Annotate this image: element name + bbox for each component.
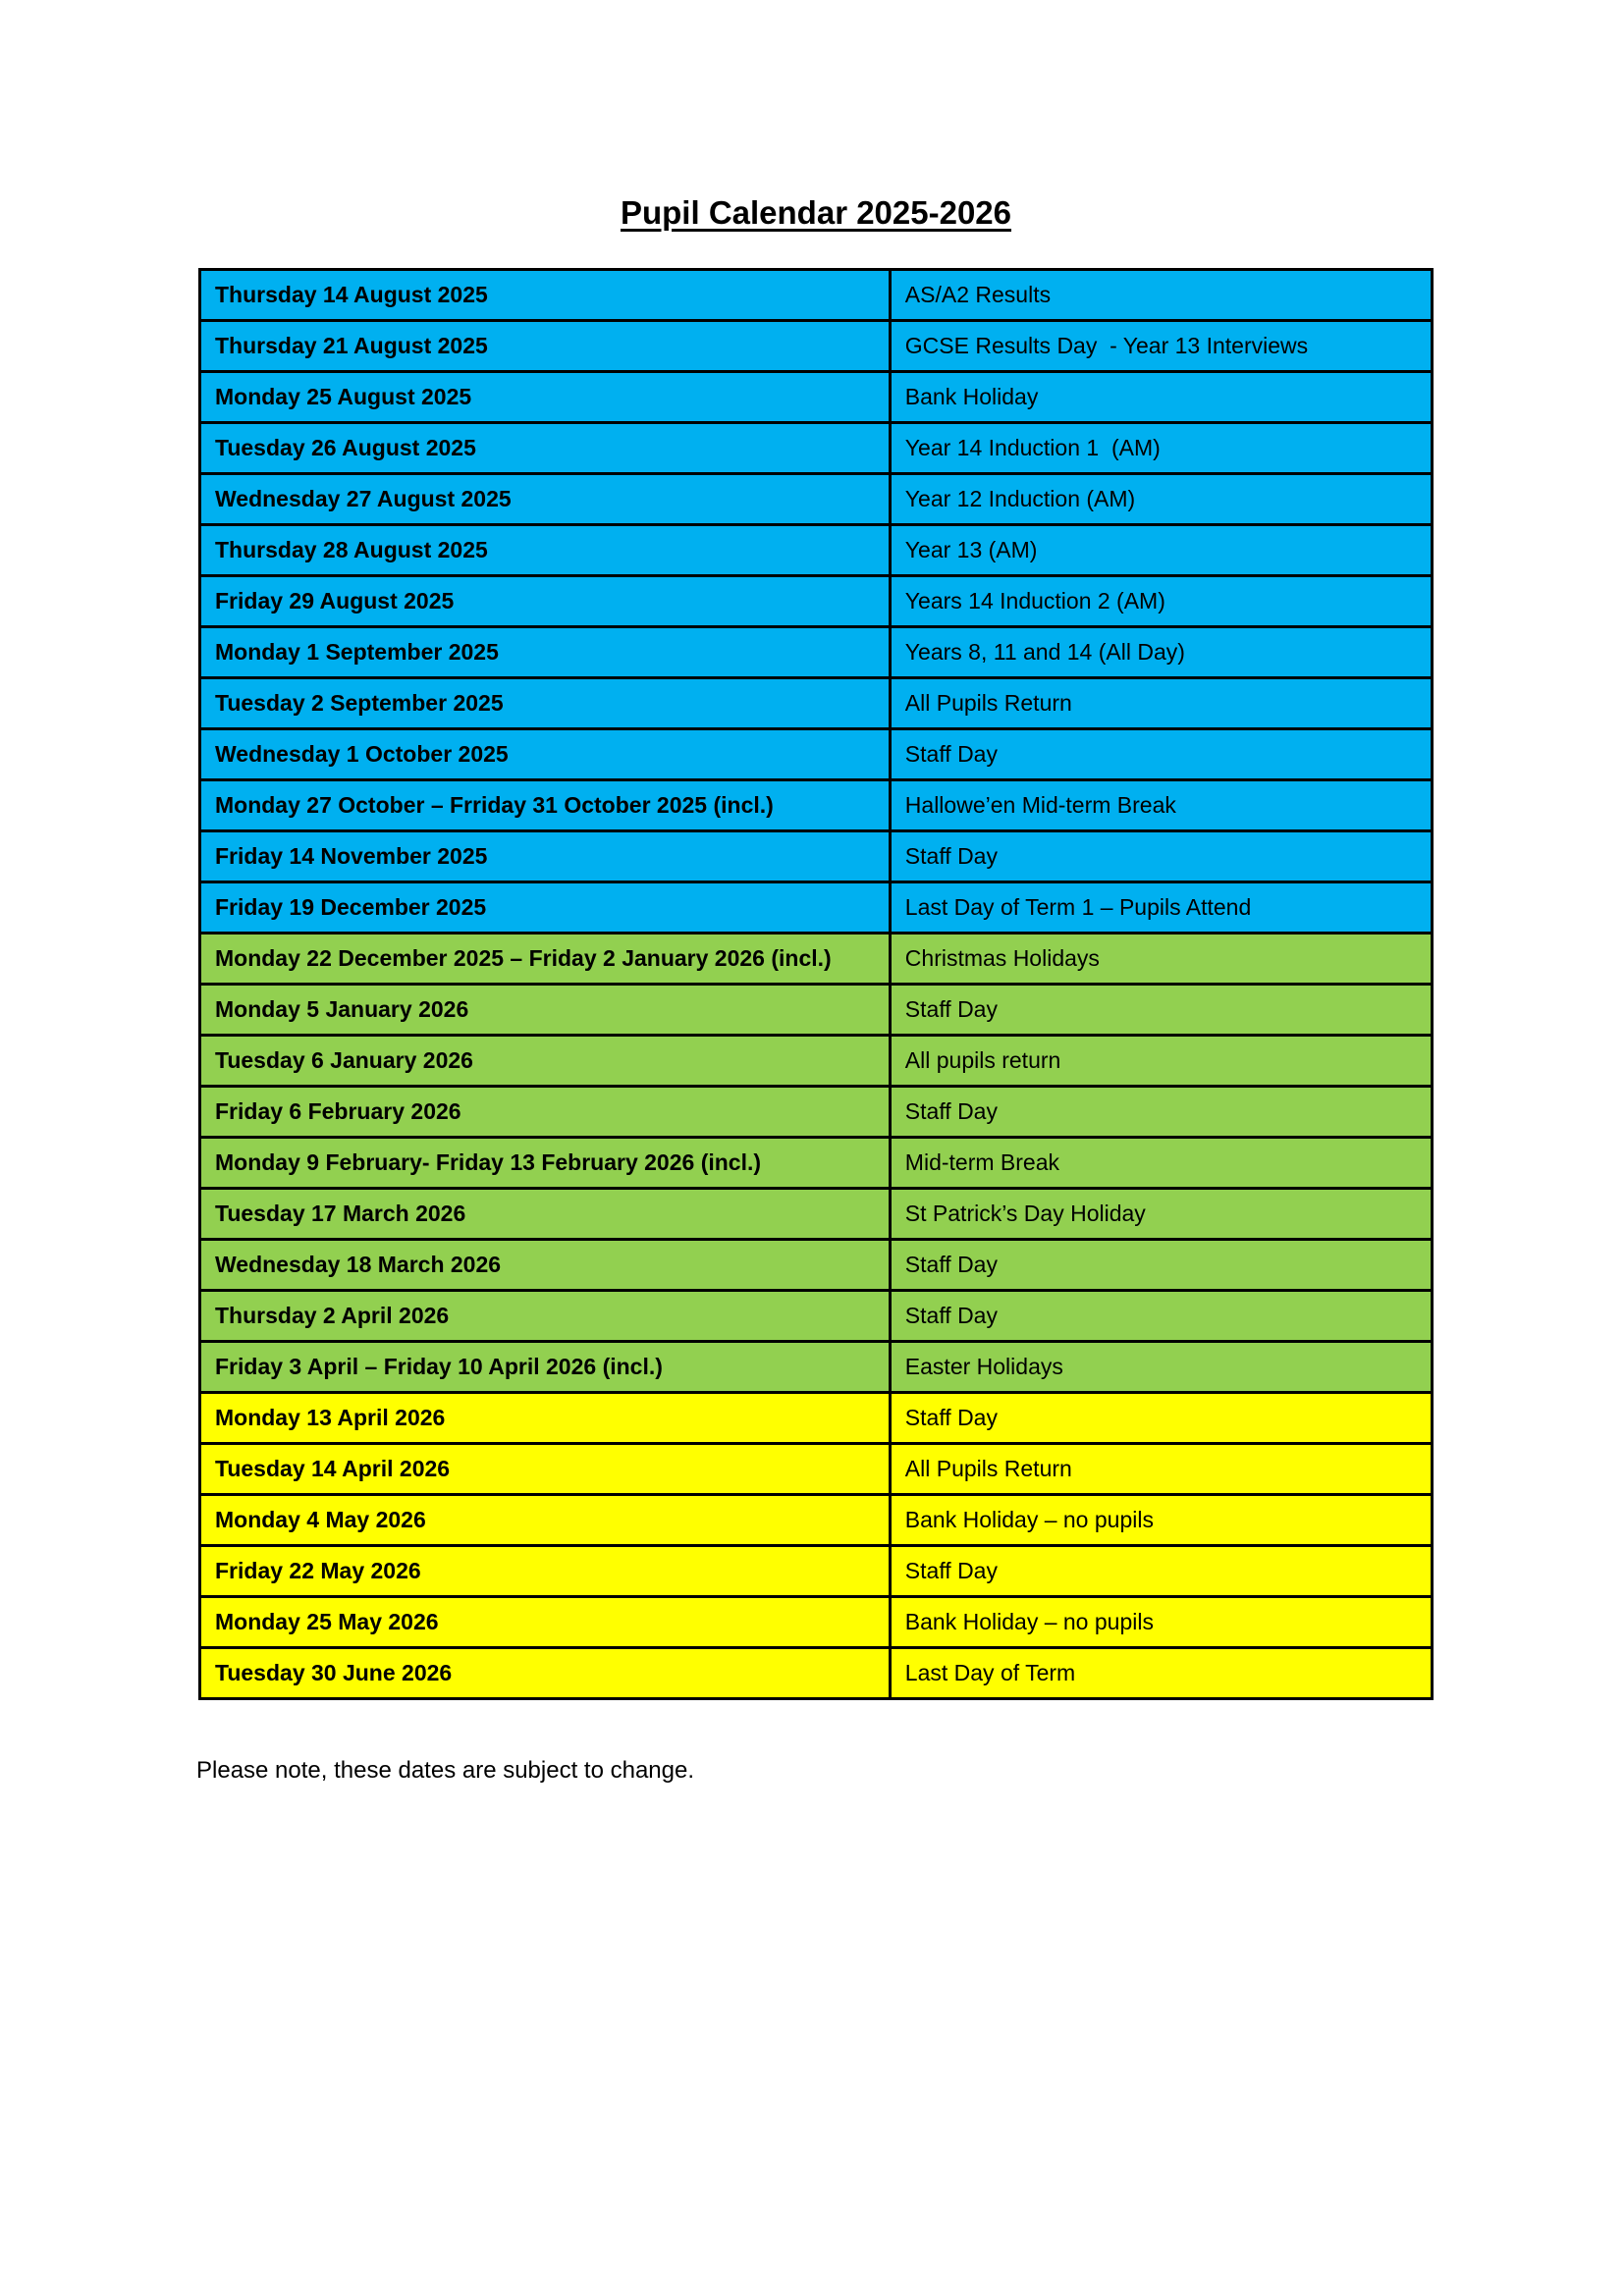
event-cell: Mid-term Break	[890, 1138, 1432, 1189]
event-cell: Christmas Holidays	[890, 934, 1432, 985]
table-row	[200, 1597, 1433, 1648]
table-row	[200, 1087, 1433, 1138]
table-row	[200, 1495, 1433, 1546]
calendar-table-body	[200, 270, 1433, 1699]
date-cell: Wednesday 18 March 2026	[200, 1240, 891, 1291]
event-cell: Staff Day	[890, 729, 1432, 780]
date-cell: Friday 19 December 2025	[200, 882, 891, 934]
date-cell: Monday 4 May 2026	[200, 1495, 891, 1546]
date-cell: Thursday 21 August 2025	[200, 321, 891, 372]
table-row	[200, 729, 1433, 780]
table-row	[200, 882, 1433, 934]
date-cell: Monday 25 August 2025	[200, 372, 891, 423]
event-cell: GCSE Results Day - Year 13 Interviews	[890, 321, 1432, 372]
event-cell: Staff Day	[890, 1291, 1432, 1342]
date-cell: Thursday 14 August 2025	[200, 270, 891, 321]
table-row	[200, 321, 1433, 372]
table-row	[200, 934, 1433, 985]
date-cell: Thursday 28 August 2025	[200, 525, 891, 576]
event-cell: Year 14 Induction 1 (AM)	[890, 423, 1432, 474]
table-row	[200, 1189, 1433, 1240]
event-cell: All Pupils Return	[890, 1444, 1432, 1495]
pupil-calendar-table	[198, 268, 1434, 1700]
date-cell: Tuesday 14 April 2026	[200, 1444, 891, 1495]
event-cell: Hallowe’en Mid-term Break	[890, 780, 1432, 831]
event-cell: Bank Holiday	[890, 372, 1432, 423]
date-cell: Friday 22 May 2026	[200, 1546, 891, 1597]
date-cell: Monday 25 May 2026	[200, 1597, 891, 1648]
event-cell: Staff Day	[890, 985, 1432, 1036]
date-cell: Tuesday 30 June 2026	[200, 1648, 891, 1699]
table-row	[200, 1036, 1433, 1087]
event-cell: All Pupils Return	[890, 678, 1432, 729]
table-row	[200, 474, 1433, 525]
table-row	[200, 270, 1433, 321]
table-row	[200, 780, 1433, 831]
event-cell: Staff Day	[890, 1546, 1432, 1597]
event-cell: St Patrick’s Day Holiday	[890, 1189, 1432, 1240]
table-row	[200, 627, 1433, 678]
table-row	[200, 678, 1433, 729]
event-cell: Years 8, 11 and 14 (All Day)	[890, 627, 1432, 678]
event-cell: Bank Holiday – no pupils	[890, 1597, 1432, 1648]
date-cell: Tuesday 2 September 2025	[200, 678, 891, 729]
date-cell: Friday 29 August 2025	[200, 576, 891, 627]
table-row	[200, 1342, 1433, 1393]
event-cell: Staff Day	[890, 831, 1432, 882]
event-cell: Last Day of Term 1 – Pupils Attend	[890, 882, 1432, 934]
table-row	[200, 831, 1433, 882]
table-row	[200, 1444, 1433, 1495]
event-cell: Year 12 Induction (AM)	[890, 474, 1432, 525]
date-cell: Tuesday 6 January 2026	[200, 1036, 891, 1087]
event-cell: Last Day of Term	[890, 1648, 1432, 1699]
table-row	[200, 423, 1433, 474]
event-cell: Staff Day	[890, 1393, 1432, 1444]
date-cell: Monday 1 September 2025	[200, 627, 891, 678]
event-cell: AS/A2 Results	[890, 270, 1432, 321]
date-cell: Tuesday 26 August 2025	[200, 423, 891, 474]
event-cell: Years 14 Induction 2 (AM)	[890, 576, 1432, 627]
event-cell: Staff Day	[890, 1087, 1432, 1138]
event-cell: Staff Day	[890, 1240, 1432, 1291]
table-row	[200, 1291, 1433, 1342]
date-cell: Wednesday 27 August 2025	[200, 474, 891, 525]
date-cell: Friday 6 February 2026	[200, 1087, 891, 1138]
date-cell: Wednesday 1 October 2025	[200, 729, 891, 780]
date-cell: Tuesday 17 March 2026	[200, 1189, 891, 1240]
table-row	[200, 525, 1433, 576]
table-row	[200, 985, 1433, 1036]
table-row	[200, 1240, 1433, 1291]
event-cell: Bank Holiday – no pupils	[890, 1495, 1432, 1546]
date-cell: Thursday 2 April 2026	[200, 1291, 891, 1342]
footnote: Please note, these dates are subject to change.	[196, 1757, 695, 1784]
table-row	[200, 1648, 1433, 1699]
table-row	[200, 372, 1433, 423]
date-cell: Monday 9 February- Friday 13 February 2026 (incl.)	[200, 1138, 891, 1189]
date-cell: Monday 5 January 2026	[200, 985, 891, 1036]
page-title: Pupil Calendar 2025-2026	[620, 194, 1012, 231]
table-row	[200, 1138, 1433, 1189]
table-row	[200, 1393, 1433, 1444]
event-cell: Year 13 (AM)	[890, 525, 1432, 576]
date-cell: Monday 22 December 2025 – Friday 2 January 2026 (incl.)	[200, 934, 891, 985]
event-cell: Easter Holidays	[890, 1342, 1432, 1393]
date-cell: Friday 3 April – Friday 10 April 2026 (incl.)	[200, 1342, 891, 1393]
table-row	[200, 576, 1433, 627]
event-cell: All pupils return	[890, 1036, 1432, 1087]
date-cell: Monday 13 April 2026	[200, 1393, 891, 1444]
date-cell: Friday 14 November 2025	[200, 831, 891, 882]
table-row	[200, 1546, 1433, 1597]
date-cell: Monday 27 October – Frriday 31 October 2025 (incl.)	[200, 780, 891, 831]
